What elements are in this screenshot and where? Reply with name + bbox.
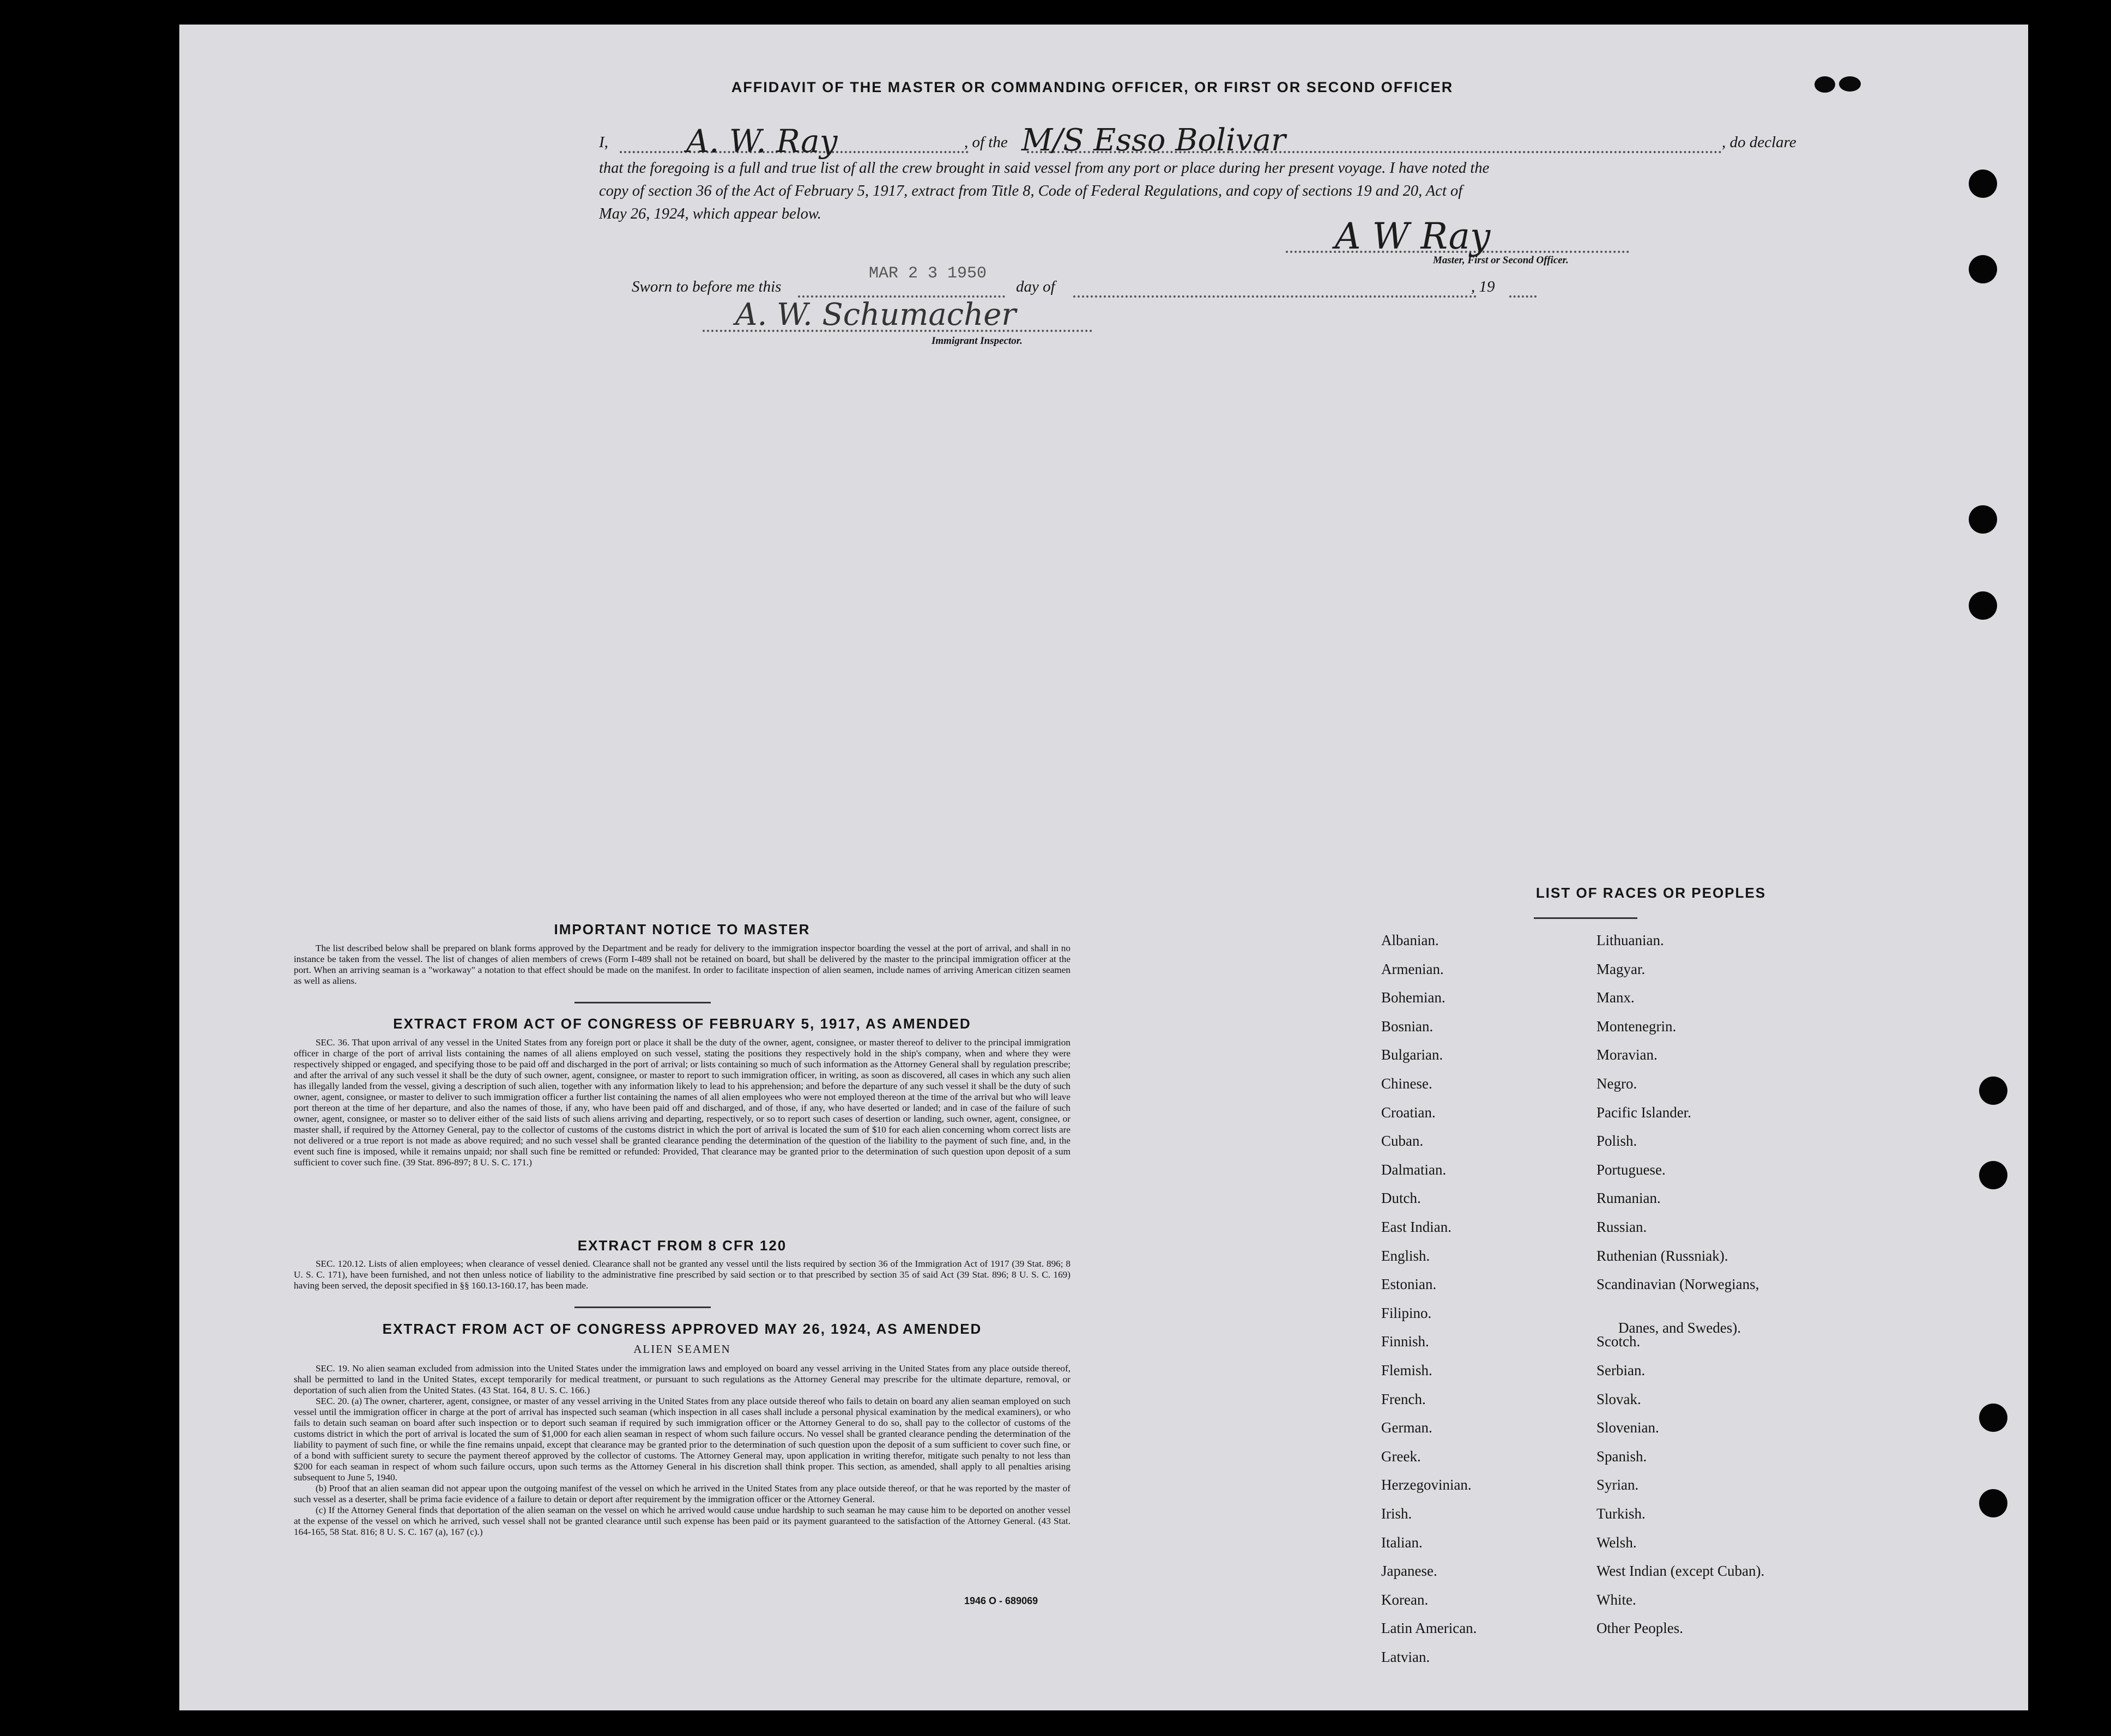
race-item: Ruthenian (Russniak). — [1596, 1247, 1728, 1264]
race-item: Estonian. — [1381, 1276, 1437, 1293]
i-label: I, — [599, 134, 608, 151]
notice-title: IMPORTANT NOTICE TO MASTER — [554, 921, 810, 937]
notice-body-block — [294, 943, 1070, 987]
race-item: Bosnian. — [1381, 1018, 1433, 1035]
of-the-label: , of the — [964, 134, 1008, 151]
extract-1917-block — [294, 1037, 1070, 1168]
race-item: Serbian. — [1596, 1362, 1646, 1378]
race-item: Danes, and Swedes). — [1618, 1319, 1741, 1336]
race-item: Other Peoples. — [1596, 1620, 1683, 1637]
race-item: Filipino. — [1381, 1304, 1432, 1321]
affidavit-title: AFFIDAVIT OF THE MASTER OR COMMANDING OFFICER, OR FIRST OR SECOND OFFICER — [731, 79, 1454, 95]
race-item: English. — [1381, 1247, 1430, 1264]
race-item: Irish. — [1381, 1505, 1412, 1522]
race-item: Welsh. — [1596, 1534, 1637, 1551]
extract-cfr-body: SEC. 120.12. Lists of alien employees; when clearance of vessel denied. Clearance shall not be granted any vessel until the lists required by section 36 of the Immigration Act of 1917 (39 Stat. 896; 8 U. S. C. 171), have been furnished, and not then unless notice of liability to the administrative fine prescribed by said section or to that prescribed by section 35 of said Act (39 Stat. 896; 8 U. S. C. 169) having been served, the deposit specified in §§ 160.13-160.17, has been made. — [294, 1259, 1070, 1291]
race-item: French. — [1381, 1390, 1426, 1407]
punch-hole — [1979, 1076, 2007, 1105]
race-item: Lithuanian. — [1596, 932, 1664, 948]
punch-hole — [1969, 591, 1997, 620]
race-item: Slovenian. — [1596, 1419, 1659, 1436]
race-item: Dalmatian. — [1381, 1161, 1447, 1178]
vessel-name: M/S Esso Bolivar — [1021, 123, 1286, 158]
race-item: Greek. — [1381, 1448, 1421, 1465]
master-signature: A W Ray — [1335, 215, 1491, 257]
print-code: 1946 O - 689069 — [964, 1595, 1038, 1606]
race-item: Herzegovinian. — [1381, 1477, 1472, 1493]
ink-blot — [1839, 76, 1861, 92]
divider — [574, 1306, 711, 1308]
statement-line-2: copy of section 36 of the Act of February 5, 1917, extract from Title 8, Code of Federal Regulations, and copy of sections 19 and 20, Act of — [599, 183, 1463, 199]
extract-1917-title: EXTRACT FROM ACT OF CONGRESS OF FEBRUARY 5, 1917, AS AMENDED — [393, 1015, 971, 1032]
punch-hole — [1969, 505, 1997, 534]
race-item: Montenegrin. — [1596, 1018, 1677, 1035]
race-item: Albanian. — [1381, 932, 1439, 948]
race-item: Russian. — [1596, 1219, 1647, 1235]
race-item: Slovak. — [1596, 1390, 1641, 1407]
race-item: Manx. — [1596, 989, 1635, 1006]
race-item: Polish. — [1596, 1133, 1637, 1150]
race-item: Turkish. — [1596, 1505, 1646, 1522]
notice-body: The list described below shall be prepared on blank forms approved by the Department and be ready for delivery to the immigration inspector boarding the vessel at the port of arrival, and shall in no instance be taken from the vessel. The list of changes of alien members of crews (Form I-489 shall not be retained on board, but shall be delivered by the master to the principal immigration officer at the port. When an arriving seaman is a "workaway" a notation to that effect should be made on the manifest. In order to facilitate inspection of alien seamen, include names of arriving American citizen seamen as well as aliens. — [294, 943, 1070, 986]
divider — [1534, 917, 1637, 919]
race-item: Scandinavian (Norwegians, — [1596, 1276, 1759, 1293]
race-item: Chinese. — [1381, 1075, 1432, 1092]
extract-1924-title: EXTRACT FROM ACT OF CONGRESS APPROVED MAY 26, 1924, AS AMENDED — [382, 1321, 982, 1337]
sworn-label: Sworn to before me this — [632, 278, 782, 295]
inspector-caption: Immigrant Inspector. — [931, 335, 1023, 347]
race-item: Dutch. — [1381, 1190, 1421, 1207]
statement-line-3: May 26, 1924, which appear below. — [599, 205, 821, 222]
do-declare-label: , do declare — [1722, 134, 1797, 151]
race-item: Spanish. — [1596, 1448, 1647, 1465]
race-item: Cuban. — [1381, 1133, 1424, 1150]
divider — [574, 1002, 711, 1003]
race-item: Latin American. — [1381, 1620, 1477, 1637]
race-item: Magyar. — [1596, 960, 1646, 977]
race-item: White. — [1596, 1591, 1636, 1608]
punch-hole — [1969, 170, 1997, 198]
races-title: LIST OF RACES OR PEOPLES — [1535, 885, 1767, 901]
extract-1924-para-2: SEC. 20. (a) The owner, charterer, agent, consignee, or master of any vessel arriving in the United States from any place outside thereof who fails to detain on board any alien seaman employed on such vessel until the immigration officer in charge at the port of arrival has inspected such seaman (which inspection in all cases shall include a personal physical examination by the medical examiners), or who fails to detain such seaman on board after such inspection or to deport such seaman if required by such immigration officer or the Attorney General to do so, shall pay to the collector of customs of the customs district in which the port of arrival is located the sum of $1,000 for each alien seaman in respect of whom such failure occurs. No vessel shall be granted clearance pending the determination of the liability to payment of such fine, or while the fine remains unpaid, except that clearance may be granted prior to the determination of such question upon the deposit of a sum sufficient to cover such fine, or of a bond with sufficient surety to secure the payment thereof approved by the collector of customs. The Attorney General may, upon application in writing therefor, mitigate such penalty to not less than $200 for each seaman in respect of whom such failure occurs, upon such terms as the Attorney General in his discretion shall think proper. This section, as amended, shall apply to all penalties arising subsequent to June 5, 1940. — [294, 1396, 1070, 1483]
statement-line-1: that the foregoing is a full and true list of all the crew brought in said vessel from any port or place during her present voyage. I have noted the — [599, 160, 1490, 177]
punch-hole — [1969, 255, 1997, 283]
inspector-signature: A. W. Schumacher — [735, 297, 1017, 332]
race-item: Moravian. — [1596, 1047, 1658, 1063]
race-item: Scotch. — [1596, 1333, 1641, 1350]
extract-1924-block — [294, 1363, 1070, 1538]
race-item: Portuguese. — [1596, 1161, 1666, 1178]
race-item: East Indian. — [1381, 1219, 1451, 1235]
race-item: Croatian. — [1381, 1104, 1436, 1121]
race-item: Bohemian. — [1381, 989, 1445, 1006]
race-item: Finnish. — [1381, 1333, 1429, 1350]
punch-hole — [1979, 1489, 2007, 1517]
year-line — [1509, 295, 1537, 298]
year-label: , 19 — [1471, 278, 1495, 295]
race-item: German. — [1381, 1419, 1432, 1436]
extract-1924-subtitle: ALIEN SEAMEN — [633, 1342, 731, 1356]
extract-1924-para-3: (b) Proof that an alien seaman did not appear upon the outgoing manifest of the vessel on which he arrived in the United States from any place outside thereof, or that he was reported by the master of such vessel as a deserter, shall be prima facie evidence of a failure to detain or deport after requirement by the immigration officer or the Attorney General. — [294, 1483, 1070, 1504]
document-page — [179, 25, 2028, 1710]
race-item: Syrian. — [1596, 1477, 1639, 1493]
extract-1917-body: SEC. 36. That upon arrival of any vessel in the United States from any foreign port or place it shall be the duty of the owner, agent, consignee, or master thereof to deliver to the principal immigration officer in charge of the port of arrival lists containing the names of all aliens employed on such vessel, stating the positions they respectively hold in the ship's company, when and where they were respectively shipped or engaged, and specifying those to be paid off and discharged in the port of arrival; or lists containing so much of such information as the Attorney General shall by regulation prescribe; and after the arrival of any such vessel it shall be the duty of such owner, agent, consignee, or master to report to such immigration officer, in writing, as soon as discovered, all cases in which any such alien has illegally landed from the vessel, giving a description of such alien, together with any information likely to lead to his apprehension; and before the departure of any such vessel it shall be the duty of such owner, agent, consignee, or master to deliver to such immigration officer a further list containing the names of all alien employees who were not employed thereon at the time of the arrival but who will leave port thereon at the time of her departure, and also the names of those, if any, who have been paid off and discharged, and of those, if any, who have deserted or landed; and in case of the failure of such owner, agent, consignee, or master so to deliver either of the said lists of such aliens arriving and departing, respectively, or so to report such cases of desertion or landing, such owner, agent, consignee, or master shall, if required by the Attorney General, pay to the collector of customs of the customs district in which the port of arrival is located the sum of $10 for each alien concerning whom correct lists are not delivered or a true report is not made as above required; and no such vessel shall be granted clearance pending the determination of the question of the liability to the payment of such fine, and, in the event such fine is imposed, while it remains unpaid; nor shall such fine be remitted or refunded: Provided, That clearance may be granted prior to the determination of such question upon deposit of a sum sufficient to cover such fine. (39 Stat. 896-897; 8 U. S. C. 171.) — [294, 1037, 1070, 1168]
race-item: Latvian. — [1381, 1649, 1430, 1665]
race-item: Italian. — [1381, 1534, 1423, 1551]
master-caption: Master, First or Second Officer. — [1433, 255, 1569, 266]
race-item: West Indian (except Cuban). — [1596, 1563, 1765, 1580]
race-item: Armenian. — [1381, 960, 1444, 977]
extract-cfr-title: EXTRACT FROM 8 CFR 120 — [577, 1237, 787, 1254]
race-item: Rumanian. — [1596, 1190, 1661, 1207]
race-item: Japanese. — [1381, 1563, 1437, 1580]
race-item: Bulgarian. — [1381, 1047, 1443, 1063]
race-item: Korean. — [1381, 1591, 1429, 1608]
day-of-label: day of — [1016, 278, 1055, 295]
extract-1924-para-1: SEC. 19. No alien seaman excluded from admission into the United States under the immigration laws and employed on board any vessel arriving in the United States from any place outside thereof, shall be permitted to land in the United States, except temporarily for medical treatment, or pursuant to such regulations as the Attorney General may prescribe for the ultimate departure, removal, or deportation of such alien from the United States. (43 Stat. 164, 8 U. S. C. 166.) — [294, 1363, 1070, 1395]
ink-blot — [1814, 76, 1835, 93]
extract-cfr-block — [294, 1259, 1070, 1291]
officer-name: A. W. Ray — [686, 123, 838, 160]
race-item: Flemish. — [1381, 1362, 1432, 1378]
race-item: Negro. — [1596, 1075, 1637, 1092]
extract-1924-para-4: (c) If the Attorney General finds that deportation of the alien seaman on the vessel on which he arrived would cause undue hardship to such seaman he may cause him to be deported on another vessel at the expense of the vessel on which he arrived, such vessel shall not be granted clearance until such expense has been paid or its payment guaranteed to the satisfaction of the Attorney General. (43 Stat. 164-165, 58 Stat. 816; 8 U. S. C. 167 (a), 167 (c).) — [294, 1505, 1070, 1537]
race-item: Pacific Islander. — [1596, 1104, 1691, 1121]
month-line — [1073, 295, 1477, 298]
punch-hole — [1979, 1404, 2007, 1432]
punch-hole — [1979, 1161, 2007, 1189]
sworn-stamp: MAR 2 3 1950 — [869, 264, 987, 283]
